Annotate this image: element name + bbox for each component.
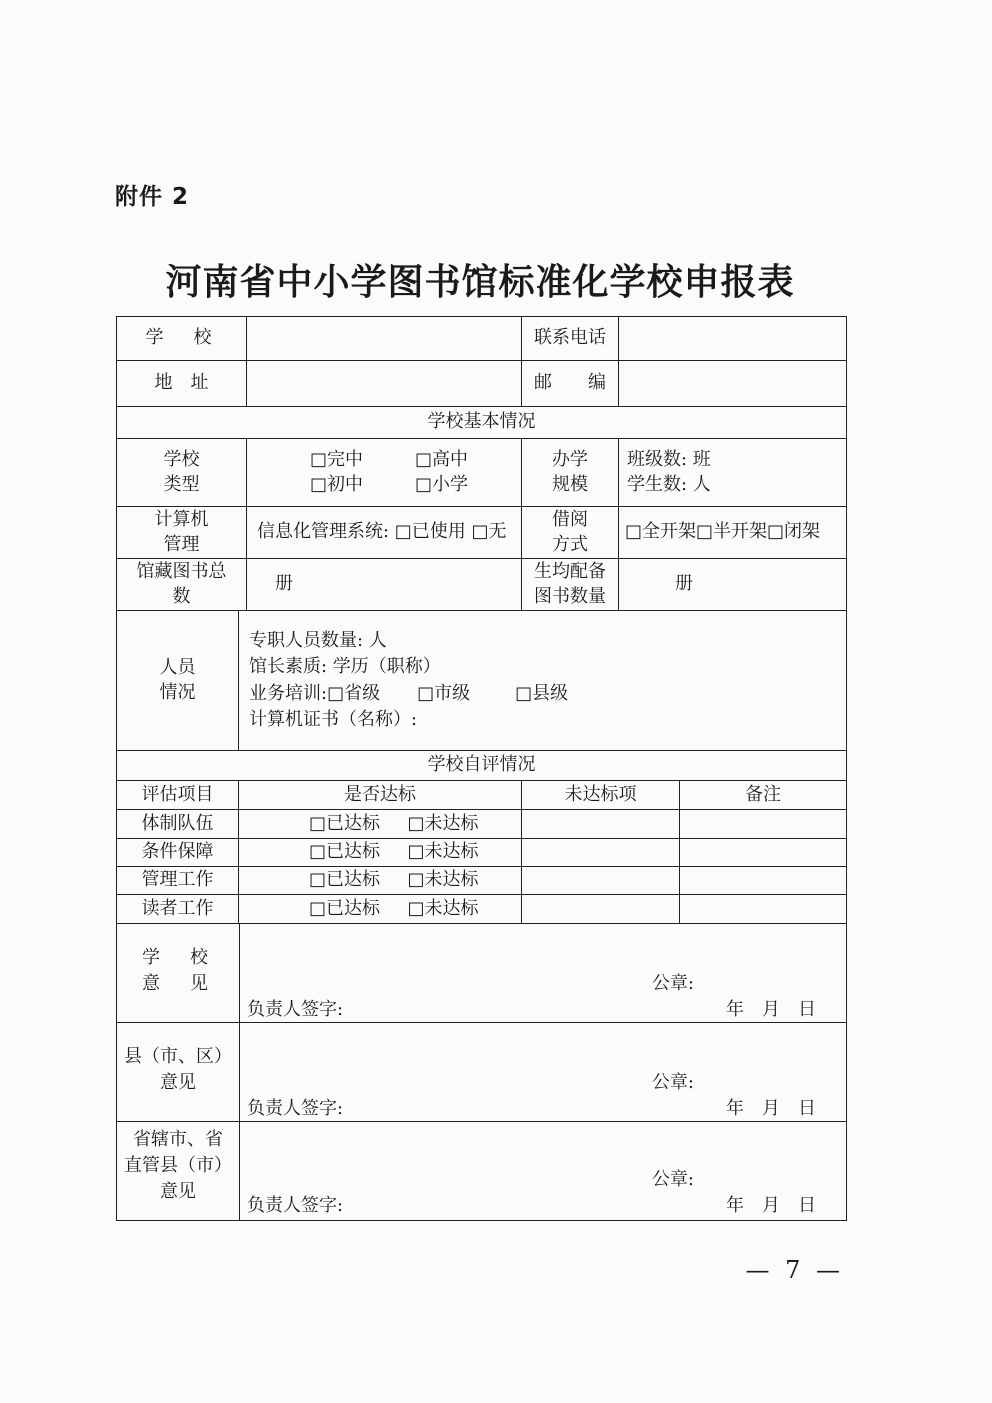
eval-notes-input[interactable] [680,895,847,924]
signature-label: 负责人签字: [247,1195,344,1216]
address-label: 地 址 [117,361,247,407]
option-high-school[interactable]: □高中 [415,449,469,471]
province-opinion-cell[interactable] [117,1122,847,1221]
school-type-label: 学校 类型 [117,439,247,507]
eval-header-item: 评估项目 [117,781,239,810]
eval-notes-input[interactable] [680,867,847,895]
date-label: 年 月 日 [726,1195,816,1216]
total-books-label: 馆藏图书总 数 [117,559,247,611]
school-opinion-label-2: 意 见 [142,973,214,994]
eval-header-row [117,781,847,810]
signature-label: 负责人签字: [247,999,344,1020]
eval-notes-input[interactable] [680,839,847,867]
borrow-method-options[interactable]: □全开架□半开架□闭架 [619,507,847,559]
row-address [117,361,847,407]
info-system-options[interactable]: 信息化管理系统: □已使用 □无 [247,507,522,559]
county-opinion-row [117,1023,847,1122]
seal-label: 公章: [651,973,694,994]
eval-item: 条件保障 [117,839,239,867]
section-eval-title: 学校自评情况 [117,751,847,781]
borrow-method-label: 借阅 方式 [522,507,619,559]
total-books-input[interactable]: 册 [247,559,522,611]
eval-row [117,839,847,867]
eval-item: 管理工作 [117,867,239,895]
row-computer [117,507,847,559]
row-books [117,559,847,611]
section-basic-title: 学校基本情况 [117,407,847,439]
eval-row [117,810,847,839]
school-opinion-label-1: 学 校 [142,947,214,968]
school-opinion-cell[interactable] [117,924,847,1023]
eval-row [117,867,847,895]
not-reached-checkbox[interactable]: □未达标 [407,869,479,891]
school-label: 学 校 [117,317,247,361]
option-complete-middle[interactable]: □完中 [310,449,364,471]
not-reached-checkbox[interactable]: □未达标 [407,841,479,863]
training-city[interactable]: □市级 [417,682,471,704]
address-input[interactable] [247,361,522,407]
reached-checkbox[interactable]: □已达标 [308,812,380,834]
eval-failed-input[interactable] [522,867,680,895]
eval-row [117,895,847,924]
seal-label: 公章: [651,1072,694,1093]
province-opinion-label-1: 省辖市、省 [133,1129,223,1150]
attachment-label: 附件 2 [115,184,190,210]
row-school-type [117,439,847,507]
not-reached-checkbox[interactable]: □未达标 [407,812,479,834]
eval-header-failed: 未达标项 [522,781,680,810]
school-scale-label: 办学 规模 [522,439,619,507]
row-section-basic [117,407,847,439]
province-opinion-label-2: 直管县（市） [124,1155,232,1176]
school-scale-values[interactable]: 班级数: 班 学生数: 人 [619,439,847,507]
phone-label: 联系电话 [522,317,619,361]
eval-notes-input[interactable] [680,810,847,839]
row-school [117,317,847,361]
eval-status [239,895,522,924]
eval-item: 读者工作 [117,895,239,924]
per-student-books-input[interactable]: 册 [619,559,847,611]
training-province[interactable]: □省级 [327,682,381,704]
eval-header-reached: 是否达标 [239,781,522,810]
county-opinion-label-1: 县（市、区） [124,1046,232,1067]
reached-checkbox[interactable]: □已达标 [308,897,380,919]
staff-label: 人员 情况 [117,611,239,751]
reached-checkbox[interactable]: □已达标 [308,869,380,891]
per-student-books-label: 生均配备 图书数量 [522,559,619,611]
county-opinion-cell[interactable] [117,1023,847,1122]
option-junior-middle[interactable]: □初中 [310,473,364,495]
postcode-label: 邮 编 [522,361,619,407]
eval-failed-input[interactable] [522,895,680,924]
school-opinion-row [117,924,847,1023]
eval-failed-input[interactable] [522,810,680,839]
row-section-eval [117,751,847,781]
province-opinion-label-3: 意见 [160,1181,196,1202]
row-staff [117,611,847,751]
signature-label: 负责人签字: [247,1098,344,1119]
reached-checkbox[interactable]: □已达标 [308,841,380,863]
postcode-input[interactable] [619,361,847,407]
eval-failed-input[interactable] [522,839,680,867]
page-number: — 7 — [745,1256,844,1284]
province-opinion-row [117,1122,847,1221]
eval-status [239,839,522,867]
training-county[interactable]: □县级 [515,682,569,704]
school-type-options [247,439,522,507]
phone-input[interactable] [619,317,847,361]
date-label: 年 月 日 [726,1098,816,1119]
seal-label: 公章: [651,1169,694,1190]
school-input[interactable] [247,317,522,361]
application-form-table [116,316,847,1221]
county-opinion-label-2: 意见 [160,1072,196,1093]
eval-status [239,867,522,895]
eval-header-notes: 备注 [680,781,847,810]
not-reached-checkbox[interactable]: □未达标 [407,897,479,919]
option-primary[interactable]: □小学 [415,473,469,495]
eval-status [239,810,522,839]
eval-item: 体制队伍 [117,810,239,839]
form-title: 河南省中小学图书馆标准化学校申报表 [165,261,795,303]
computer-management-label: 计算机 管理 [117,507,247,559]
date-label: 年 月 日 [726,999,816,1020]
staff-details[interactable]: 专职人员数量: 人 馆长素质: 学历（职称） 业务培训: □省级 □市级 □县级 计算机证书（名称）: [239,611,847,751]
